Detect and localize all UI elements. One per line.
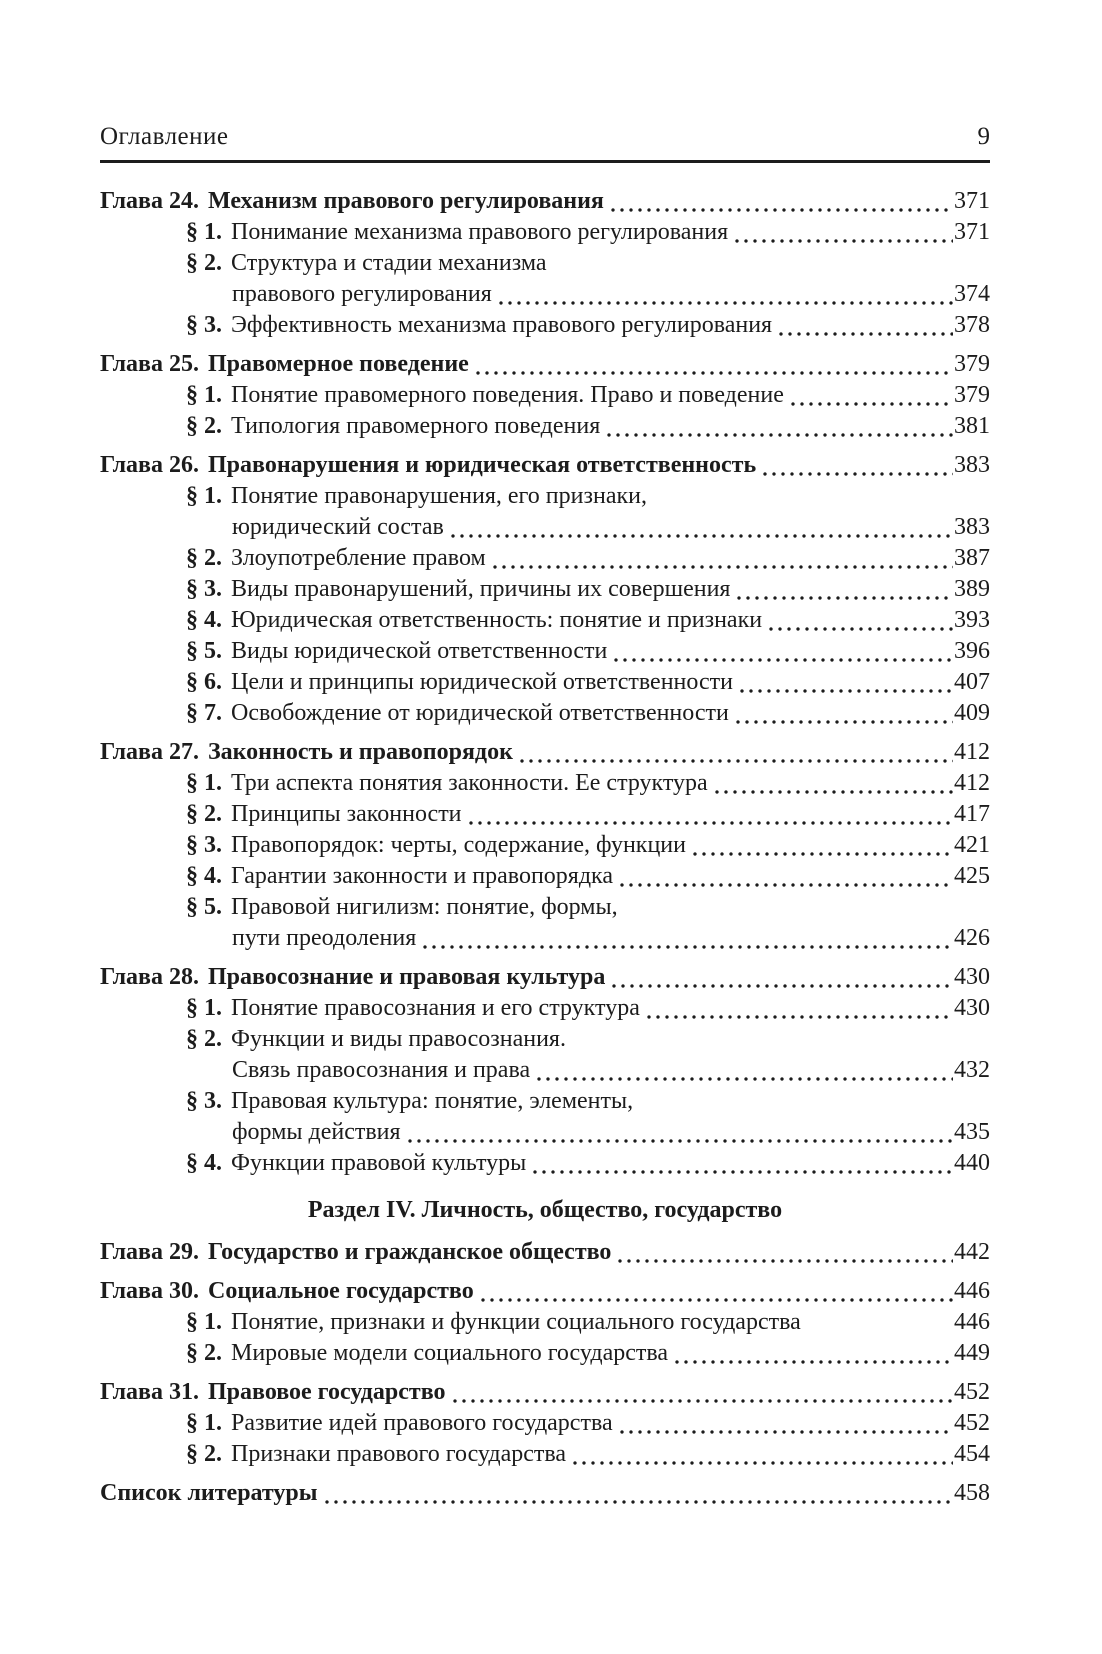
section-title: Правовой нигилизм: понятие, формы, xyxy=(231,894,618,920)
running-title: Оглавление xyxy=(100,123,229,150)
page-ref: 454 xyxy=(954,1441,990,1467)
section-title: Гарантии законности и правопорядка xyxy=(231,863,613,889)
toc-section-line xyxy=(100,574,990,605)
toc-chapter-line xyxy=(100,349,990,380)
section-title: Три аспекта понятия законности. Ее структура xyxy=(231,770,708,796)
section-label: § 1. xyxy=(186,219,222,245)
page-ref: 371 xyxy=(954,219,990,245)
page-ref: 449 xyxy=(954,1340,990,1366)
page-ref: 383 xyxy=(954,452,990,478)
section-title: Принципы законности xyxy=(231,801,462,827)
dot-leader xyxy=(647,1015,953,1019)
section-title: Правовая культура: понятие, элементы, xyxy=(231,1088,634,1114)
toc-section-line xyxy=(100,1338,990,1369)
page-header xyxy=(100,122,990,163)
chapter-title: Правовое государство xyxy=(208,1379,446,1405)
toc-section-line xyxy=(100,1439,990,1470)
section-title: Виды правонарушений, причины их совершения xyxy=(231,576,731,602)
page-ref: 442 xyxy=(954,1239,990,1265)
section-label: § 7. xyxy=(186,700,222,726)
page-ref: 407 xyxy=(954,669,990,695)
section-title: формы действия xyxy=(232,1119,401,1145)
section-title: Злоупотребление правом xyxy=(231,545,486,571)
section-label: § 3. xyxy=(186,1088,222,1114)
toc-section-line xyxy=(100,892,990,923)
toc-section-line xyxy=(100,923,990,954)
page-ref: 421 xyxy=(954,832,990,858)
toc-section-line xyxy=(100,1148,990,1179)
dot-leader xyxy=(808,1329,953,1333)
page-ref: 396 xyxy=(954,638,990,664)
toc-section-line xyxy=(100,667,990,698)
page-ref: 383 xyxy=(954,514,990,540)
dot-leader xyxy=(423,945,953,949)
dot-leader xyxy=(769,627,953,631)
dot-leader xyxy=(453,1399,953,1403)
section-label: § 6. xyxy=(186,669,222,695)
dot-leader xyxy=(481,1298,953,1302)
toc-list xyxy=(100,163,990,1509)
section-label: § 2. xyxy=(186,1026,222,1052)
section-label: § 1. xyxy=(186,483,222,509)
chapter-title: Социальное государство xyxy=(208,1278,474,1304)
toc-section-line xyxy=(100,1307,990,1338)
section-label: § 3. xyxy=(186,312,222,338)
section-title: Структура и стадии механизма xyxy=(231,250,547,276)
section-title: правового регулирования xyxy=(232,281,492,307)
dot-leader xyxy=(791,402,953,406)
toc-section-line xyxy=(100,248,990,279)
chapter-label: Глава 30. xyxy=(100,1278,199,1304)
section-label: § 4. xyxy=(186,607,222,633)
toc-section-line xyxy=(100,830,990,861)
section-title: Понятие правонарушения, его признаки, xyxy=(231,483,647,509)
toc-section-line xyxy=(100,380,990,411)
page-ref: 446 xyxy=(954,1278,990,1304)
toc-chapter-line xyxy=(100,1237,990,1268)
toc-section-line xyxy=(100,217,990,248)
dot-leader xyxy=(763,472,953,476)
section-label: § 2. xyxy=(186,545,222,571)
section-label: § 4. xyxy=(186,1150,222,1176)
page-ref: 374 xyxy=(954,281,990,307)
toc-section-line xyxy=(100,481,990,512)
toc-section-line xyxy=(100,512,990,543)
section-label: § 1. xyxy=(186,1410,222,1436)
section-label: § 1. xyxy=(186,1309,222,1335)
dot-leader xyxy=(614,658,953,662)
section-title: Правопорядок: черты, содержание, функции xyxy=(231,832,686,858)
dot-leader xyxy=(469,821,953,825)
dot-leader xyxy=(325,1500,954,1504)
page-ref: 379 xyxy=(954,351,990,377)
page-ref: 430 xyxy=(954,995,990,1021)
chapter-title: Государство и гражданское общество xyxy=(208,1239,612,1265)
section-title: Понятие правомерного поведения. Право и поведение xyxy=(231,382,784,408)
toc-chapter-line xyxy=(100,1276,990,1307)
chapter-title: Правонарушения и юридическая ответственность xyxy=(208,452,757,478)
section-title: Юридическая ответственность: понятие и признаки xyxy=(231,607,763,633)
dot-leader xyxy=(520,759,953,763)
section-title: Функции и виды правосознания. xyxy=(231,1026,566,1052)
section-title: Признаки правового государства xyxy=(231,1441,567,1467)
section-label: § 2. xyxy=(186,413,222,439)
chapter-label: Глава 26. xyxy=(100,452,199,478)
page-ref: 412 xyxy=(954,739,990,765)
toc-section-line xyxy=(100,799,990,830)
dot-leader xyxy=(737,596,953,600)
page-ref: 430 xyxy=(954,964,990,990)
toc-section-line xyxy=(100,698,990,729)
dot-leader xyxy=(779,332,953,336)
dot-leader xyxy=(735,239,953,243)
section-label: § 2. xyxy=(186,1340,222,1366)
dot-leader xyxy=(693,852,953,856)
dot-leader xyxy=(476,371,953,375)
dot-leader xyxy=(408,1139,953,1143)
section-label: § 2. xyxy=(186,801,222,827)
page-ref: 435 xyxy=(954,1119,990,1145)
page-ref: 389 xyxy=(954,576,990,602)
dot-leader xyxy=(537,1077,953,1081)
page-ref: 409 xyxy=(954,700,990,726)
section-title: Типология правомерного поведения xyxy=(231,413,601,439)
toc-section-line xyxy=(100,861,990,892)
page-ref: 458 xyxy=(954,1480,990,1506)
dot-leader xyxy=(611,208,953,212)
dot-leader xyxy=(620,1430,953,1434)
page-ref: 452 xyxy=(954,1410,990,1436)
part-heading: Раздел IV. Личность, общество, государство xyxy=(307,1197,783,1223)
section-label: § 3. xyxy=(186,576,222,602)
page-ref: 432 xyxy=(954,1057,990,1083)
dot-leader xyxy=(736,720,953,724)
page-ref: 440 xyxy=(954,1150,990,1176)
page-ref: 387 xyxy=(954,545,990,571)
toc-section-line xyxy=(100,1086,990,1117)
chapter-label: Глава 31. xyxy=(100,1379,199,1405)
section-title: Понимание механизма правового регулирования xyxy=(231,219,729,245)
section-title: Развитие идей правового государства xyxy=(231,1410,613,1436)
section-label: § 2. xyxy=(186,250,222,276)
page-ref: 412 xyxy=(954,770,990,796)
page-ref: 425 xyxy=(954,863,990,889)
dot-leader xyxy=(618,1259,953,1263)
toc-section-line xyxy=(100,636,990,667)
toc-section-line xyxy=(100,605,990,636)
toc-section-line xyxy=(100,411,990,442)
dot-leader xyxy=(612,984,953,988)
section-label: § 5. xyxy=(186,894,222,920)
dot-leader xyxy=(499,301,953,305)
section-label: § 1. xyxy=(186,382,222,408)
dot-leader xyxy=(607,433,953,437)
dot-leader xyxy=(533,1170,953,1174)
toc-chapter-line xyxy=(100,1478,990,1509)
section-title: Мировые модели социального государства xyxy=(231,1340,669,1366)
page-ref: 378 xyxy=(954,312,990,338)
section-title: Виды юридической ответственности xyxy=(231,638,608,664)
section-label: § 1. xyxy=(186,995,222,1021)
section-title: Понятие, признаки и функции социального государства xyxy=(231,1309,801,1335)
toc-section-line xyxy=(100,1117,990,1148)
header-page-number: 9 xyxy=(977,123,990,150)
section-title: Связь правосознания и права xyxy=(232,1057,531,1083)
toc-section-line xyxy=(100,768,990,799)
section-label: § 2. xyxy=(186,1441,222,1467)
dot-leader xyxy=(675,1360,953,1364)
chapter-title: Правосознание и правовая культура xyxy=(208,964,606,990)
toc-section-line xyxy=(100,1024,990,1055)
dot-leader xyxy=(740,689,953,693)
chapter-label: Глава 28. xyxy=(100,964,199,990)
dot-leader xyxy=(573,1461,953,1465)
section-title: Освобождение от юридической ответственности xyxy=(231,700,729,726)
toc-section-line xyxy=(100,279,990,310)
section-title: Понятие правосознания и его структура xyxy=(231,995,640,1021)
toc-section-line xyxy=(100,1055,990,1086)
page-ref: 371 xyxy=(954,188,990,214)
toc-section-line xyxy=(100,993,990,1024)
toc-section-line xyxy=(100,1408,990,1439)
dot-leader xyxy=(715,790,953,794)
toc-section-line xyxy=(100,543,990,574)
chapter-title: Механизм правового регулирования xyxy=(208,188,604,214)
section-title: пути преодоления xyxy=(232,925,417,951)
section-title: Цели и принципы юридической ответственности xyxy=(231,669,733,695)
toc-chapter-line xyxy=(100,186,990,217)
toc-chapter-line xyxy=(100,1377,990,1408)
page-ref: 426 xyxy=(954,925,990,951)
chapter-title: Правомерное поведение xyxy=(208,351,469,377)
toc-chapter-line xyxy=(100,450,990,481)
chapter-label: Глава 24. xyxy=(100,188,199,214)
page-ref: 393 xyxy=(954,607,990,633)
section-label: § 5. xyxy=(186,638,222,664)
chapter-label: Глава 25. xyxy=(100,351,199,377)
section-label: § 3. xyxy=(186,832,222,858)
chapter-title: Список литературы xyxy=(100,1480,318,1506)
toc-chapter-line xyxy=(100,737,990,768)
chapter-title: Законность и правопорядок xyxy=(208,739,513,765)
chapter-label: Глава 27. xyxy=(100,739,199,765)
page-ref: 452 xyxy=(954,1379,990,1405)
dot-leader xyxy=(493,565,953,569)
page-ref: 381 xyxy=(954,413,990,439)
toc-chapter-line xyxy=(100,962,990,993)
dot-leader xyxy=(620,883,953,887)
page-ref: 446 xyxy=(954,1309,990,1335)
section-title: Эффективность механизма правового регулирования xyxy=(231,312,773,338)
section-title: юридический состав xyxy=(232,514,444,540)
section-label: § 4. xyxy=(186,863,222,889)
page-ref: 379 xyxy=(954,382,990,408)
page-ref: 417 xyxy=(954,801,990,827)
section-label: § 1. xyxy=(186,770,222,796)
toc-section-line xyxy=(100,310,990,341)
chapter-label: Глава 29. xyxy=(100,1239,199,1265)
section-title: Функции правовой культуры xyxy=(231,1150,527,1176)
dot-leader xyxy=(451,534,953,538)
